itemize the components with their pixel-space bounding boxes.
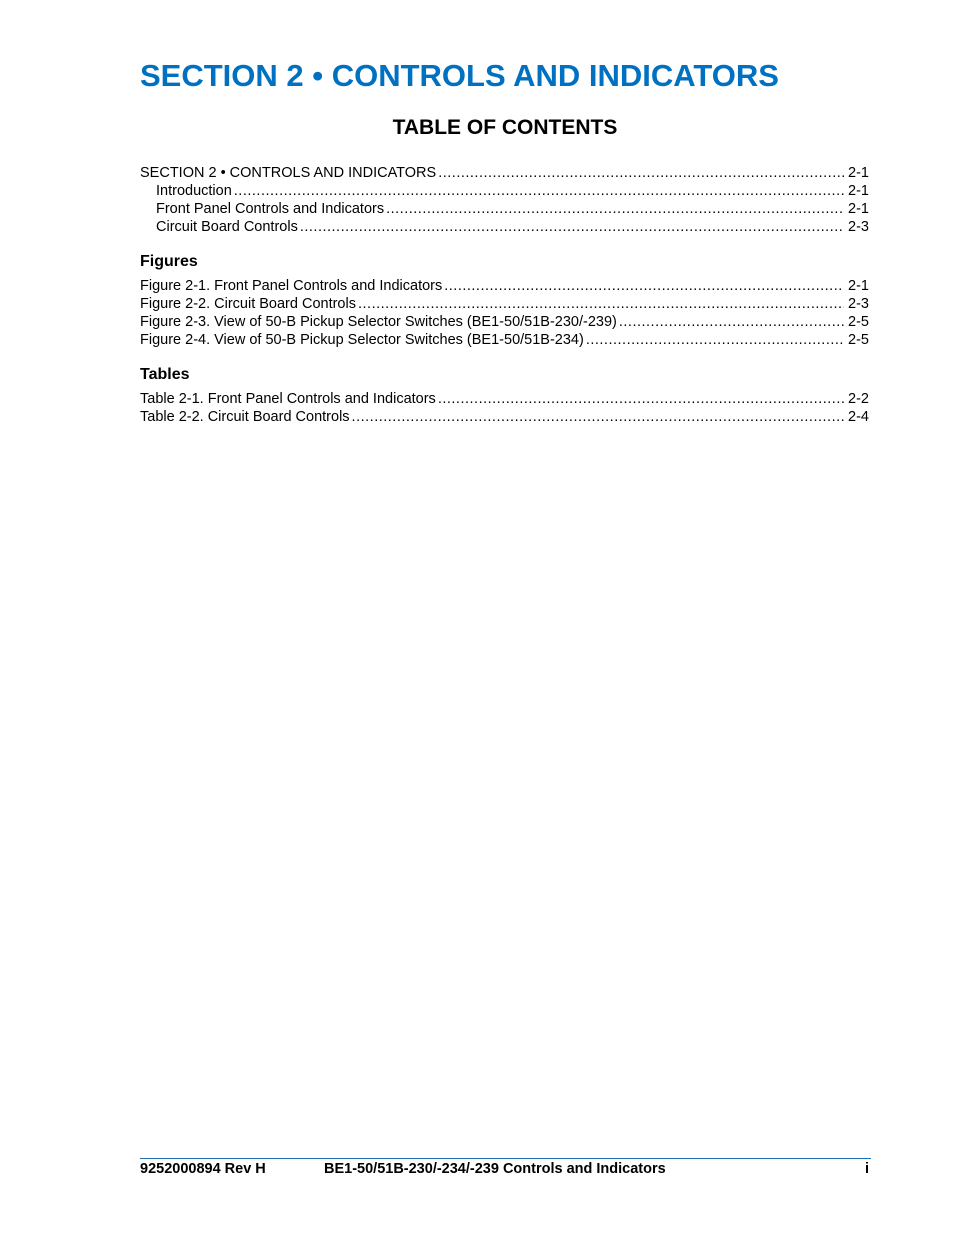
toc-leader xyxy=(619,313,844,331)
page-footer xyxy=(140,1161,871,1179)
toc-leader xyxy=(586,331,844,349)
toc-leader xyxy=(438,164,844,182)
toc-entry[interactable] xyxy=(140,408,869,426)
toc-leader xyxy=(234,182,844,200)
toc-entry-label: Table 2-1. Front Panel Controls and Indicators xyxy=(140,391,436,407)
toc-leader xyxy=(352,408,844,426)
toc-entry-label: Figure 2-2. Circuit Board Controls xyxy=(140,296,356,312)
toc-leader xyxy=(358,295,844,313)
footer-divider xyxy=(140,1158,871,1159)
figures-heading: Figures xyxy=(140,253,198,270)
toc-entry[interactable] xyxy=(140,218,869,236)
toc-entry[interactable] xyxy=(140,295,869,313)
toc-entry[interactable] xyxy=(140,390,869,408)
toc-entry-page: 2-1 xyxy=(848,201,869,217)
toc-entry-page: 2-3 xyxy=(848,219,869,235)
toc-entry-page: 2-3 xyxy=(848,296,869,312)
toc-entry-label: Front Panel Controls and Indicators xyxy=(156,201,385,217)
toc-leader xyxy=(300,218,844,236)
toc-entry-page: 2-5 xyxy=(848,332,869,348)
toc-entry[interactable] xyxy=(140,313,869,331)
toc-entry[interactable] xyxy=(140,164,869,182)
footer-doc-title: BE1-50/51B-230/-234/-239 Controls and Indicators xyxy=(324,1161,666,1177)
toc-entry-page: 2-2 xyxy=(848,391,869,407)
toc-entry-label: Circuit Board Controls xyxy=(156,219,298,235)
tables-heading: Tables xyxy=(140,366,190,383)
footer-doc-number: 9252000894 Rev H xyxy=(140,1161,266,1177)
toc-leader xyxy=(438,390,844,408)
toc-entry-page: 2-5 xyxy=(848,314,869,330)
toc-entry-label: Introduction xyxy=(156,183,232,199)
toc-entry-page: 2-1 xyxy=(848,183,869,199)
footer-page-number: i xyxy=(864,1161,869,1177)
toc-leader xyxy=(386,200,844,218)
contents-list xyxy=(140,164,869,236)
toc-entry[interactable] xyxy=(140,331,869,349)
toc-entry-label: SECTION 2 • CONTROLS AND INDICATORS xyxy=(140,165,437,181)
toc-entry-page: 2-1 xyxy=(848,165,869,181)
toc-entry-label: Table 2-2. Circuit Board Controls xyxy=(140,409,350,425)
toc-entry[interactable] xyxy=(140,200,869,218)
page-title: SECTION 2 • CONTROLS AND INDICATORS xyxy=(140,58,779,93)
toc-entry-label: Figure 2-3. View of 50-B Pickup Selector Switches (BE1-50/51B-230/-239) xyxy=(140,314,617,330)
toc-entry[interactable] xyxy=(140,277,869,295)
toc-leader xyxy=(444,277,844,295)
toc-entry-label: Figure 2-4. View of 50-B Pickup Selector Switches (BE1-50/51B-234) xyxy=(140,332,584,348)
tables-list xyxy=(140,390,869,426)
toc-entry-label: Figure 2-1. Front Panel Controls and Indicators xyxy=(140,278,443,294)
toc-heading: TABLE OF CONTENTS xyxy=(392,116,618,139)
figures-list xyxy=(140,277,869,349)
toc-entry[interactable] xyxy=(140,182,869,200)
toc-entry-page: 2-4 xyxy=(848,409,869,425)
toc-entry-page: 2-1 xyxy=(848,278,869,294)
